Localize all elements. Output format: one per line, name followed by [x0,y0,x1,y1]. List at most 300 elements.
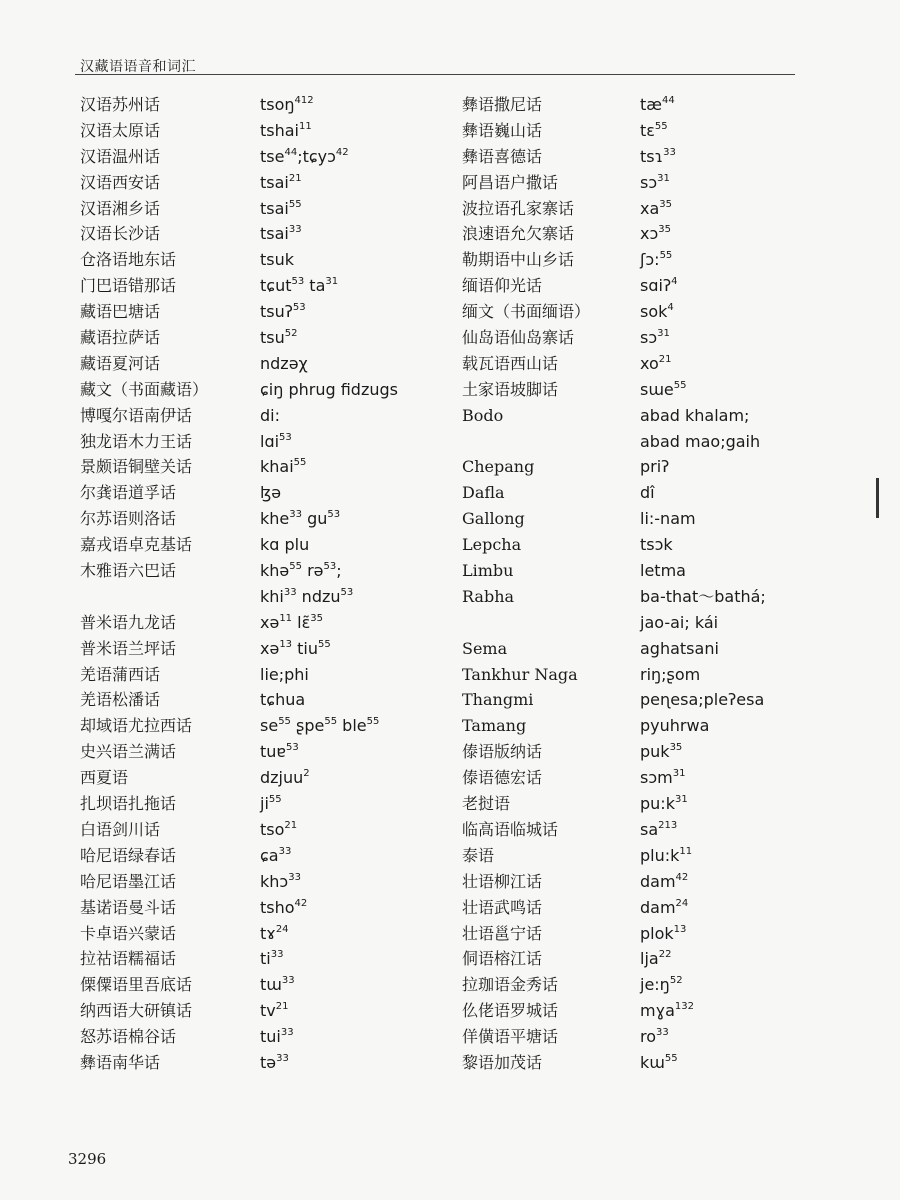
tone-number: 55 [278,716,291,728]
word-form [260,480,281,505]
word-form [260,273,338,298]
word-form [260,1024,294,1049]
tone-number: 44 [661,95,675,106]
form-text: riŋ;ʂom [640,664,701,684]
form-text: ɕa [260,845,279,865]
tone-number: 33 [278,845,292,857]
form-text: khɔ [260,871,289,891]
word-form [260,610,323,635]
form-text: tsu [260,328,285,348]
form-text: khai [260,457,294,477]
language-name: 彝语巍山话 [462,120,543,140]
form-text: kɑ plu [260,535,310,555]
language-name: Bodo [462,405,504,425]
word-form [640,921,686,946]
tone-number: 31 [657,172,670,184]
form-text: je:ŋ [640,975,670,995]
language-name: 傣语德宏话 [462,768,543,788]
form-text: sa [640,819,659,839]
word-form [640,843,692,868]
word-form [260,558,342,583]
tone-number: 52 [669,975,683,987]
form-text: ɮə [260,483,282,503]
word-form [640,118,668,143]
form-text: xə [260,638,280,658]
tone-number: 4 [671,276,678,288]
form-text: tæ [640,95,662,114]
word-form [260,196,302,221]
word-form [640,998,694,1023]
tone-number: 55 [289,561,302,573]
word-form [260,921,289,946]
binding-shadow [876,478,879,518]
tone-number: 33 [283,586,297,598]
tone-number: 31 [657,328,670,340]
tone-number: 13 [279,638,293,650]
form-text: sɔ [640,172,658,192]
tone-number: 42 [675,871,689,883]
form-text: priʔ [640,457,670,477]
form-text: tsai [260,224,289,244]
language-name: Chepang [462,457,535,477]
word-form [260,636,331,661]
word-form [260,998,288,1023]
word-form [640,739,682,764]
language-name: 黎语加茂话 [462,1052,543,1072]
tone-number: 33 [289,509,302,521]
form-text: tɕhua [260,690,306,710]
form-text: gu [301,509,328,529]
tone-number: 21 [288,172,302,184]
language-name: 藏语夏河话 [80,353,161,373]
word-form [640,869,688,894]
tone-number: 33 [663,146,676,158]
word-form [260,325,297,350]
language-name: 缅语仰光话 [462,276,543,296]
form-text: ba-that～bathá; [640,586,766,606]
word-form [260,429,292,454]
language-name: 仫佬语罗城话 [462,1001,559,1021]
tone-number: 31 [674,794,688,806]
word-form [260,843,291,868]
language-name: 白语剑川话 [80,819,161,839]
form-text: ti [260,949,271,969]
tone-number: 33 [656,1027,669,1039]
word-form [260,118,312,143]
form-text: lja [640,949,659,969]
form-text: tɛ [640,120,655,140]
word-form [640,791,688,816]
tone-number: 213 [658,819,678,831]
form-text: ; [336,561,342,581]
language-name: 纳西语大研镇话 [80,1001,193,1021]
form-text: rə [301,561,324,581]
language-name: 普米语兰坪话 [80,638,177,658]
form-text: lɛ̃ [292,612,311,632]
form-text: ro [640,1027,657,1047]
language-name: 彝语南华话 [80,1052,161,1072]
language-name: 载瓦语西山话 [462,353,559,373]
language-name: 缅文（书面缅语） [462,302,591,322]
form-text: tsuk [260,250,295,270]
language-name: 嘉戎语卓克基话 [80,535,193,555]
word-form [260,584,353,609]
word-form [640,299,674,324]
form-text: tɕut [260,276,292,296]
word-form [260,972,295,997]
language-name: 波拉语孔家寨话 [462,198,575,218]
tone-number: 55 [268,794,282,806]
word-form [640,610,718,635]
tone-number: 53 [292,302,306,314]
form-text: pyuhrwa [640,716,710,736]
tone-number: 55 [324,716,338,728]
language-name: 尔龚语道孚话 [80,483,177,503]
language-name: 壮语邕宁话 [462,923,543,943]
tone-number: 53 [286,742,299,754]
language-name: 藏语拉萨话 [80,328,161,348]
language-name: 尔苏语则洛话 [80,509,177,529]
word-form [260,299,306,324]
form-text: letma [640,561,686,581]
word-form [260,662,309,687]
language-name: 普米语九龙话 [80,612,177,632]
tone-number: 52 [284,328,298,340]
form-text: sɯe [640,379,674,399]
tone-number: 21 [275,1001,289,1013]
tone-number: 55 [318,638,331,650]
tone-number: 55 [293,457,307,469]
form-text: sɔ [640,328,658,348]
word-form [640,687,764,712]
form-text: sok [640,302,668,322]
word-form [260,532,309,557]
language-name: 木雅语六巴话 [80,561,177,581]
word-form [640,377,687,402]
language-name: 藏语巴塘话 [80,302,161,322]
form-text: xa [640,198,660,218]
tone-number: 55 [664,1052,678,1064]
word-form [640,506,696,531]
language-name: Rabha [462,586,515,606]
word-form [260,739,299,764]
word-form [260,170,302,195]
word-form [640,972,683,997]
tone-number: 33 [281,975,295,987]
form-text: ʂpe [290,716,325,736]
word-form [260,946,283,971]
word-form [260,791,282,816]
tone-number: 11 [299,120,312,132]
running-header: 汉藏语语音和词汇 [80,59,196,75]
form-text: tsuʔ [260,302,293,322]
word-form [640,895,688,920]
word-form [640,532,673,557]
language-name: 傣语版纳话 [462,742,543,762]
word-form [640,636,719,661]
form-text: tə [260,1052,277,1072]
tone-number: 55 [288,198,302,210]
language-name: Limbu [462,561,514,581]
word-form [260,817,297,842]
form-text: ndzəχ [260,353,308,373]
tone-number: 24 [275,923,289,935]
form-text: abad khalam; [640,405,750,425]
word-form [640,765,685,790]
word-form [260,92,314,117]
form-text: di: [260,405,280,425]
language-name: 卡卓语兴蒙话 [80,923,177,943]
form-text: ;tɕyɔ [297,146,336,166]
form-text: tsho [260,897,295,917]
language-name: Tamang [462,716,527,736]
tone-number: 53 [327,509,341,521]
word-form [260,144,349,169]
tone-number: 53 [340,586,354,598]
language-name: 壮语柳江话 [462,871,543,891]
form-text: xo [640,353,659,373]
language-name: 佯僙语平塘话 [462,1027,559,1047]
language-name: 汉语苏州话 [80,95,161,114]
language-name: 拉祜语糯福话 [80,949,177,969]
form-text: tsoŋ [260,95,295,114]
form-text: ʃɔ: [640,250,660,270]
form-text: se [260,716,279,736]
form-text: tsai [260,198,289,218]
form-text: tsɿ [640,146,664,166]
language-name: 西夏语 [80,768,129,788]
tone-number: 55 [654,120,668,132]
form-text: ɕiŋ phrug fidzugs [260,379,398,399]
form-text: ta [304,276,326,296]
tone-number: 11 [679,845,693,857]
form-text: kɯ [640,1052,665,1072]
language-name: 汉语温州话 [80,146,161,166]
word-form [640,273,677,298]
form-text: li:-nam [640,509,696,529]
tone-number: 55 [659,250,673,262]
tone-number: 24 [675,897,689,909]
word-form [640,480,655,505]
language-name: 彝语喜德话 [462,146,543,166]
language-name: 傈僳语里吾底话 [80,975,193,995]
tone-number: 53 [323,561,337,573]
tone-number: 35 [669,742,683,754]
form-text: tshai [260,120,299,140]
tone-number: 33 [288,224,302,236]
tone-number: 35 [658,224,671,236]
form-text: tɯ [260,975,282,995]
word-form [640,403,749,428]
form-text: jao-ai; kái [640,612,719,632]
language-name: Thangmi [462,690,534,710]
form-text: lɑi [260,431,280,451]
word-form [640,351,672,376]
form-text: khə [260,561,290,581]
word-form [640,1050,678,1075]
language-name: 羌语蒲西话 [80,664,161,684]
word-form [640,817,677,842]
word-form [260,351,308,376]
tone-number: 33 [280,1027,294,1039]
language-name: 仓洛语地东话 [80,250,177,270]
language-name: 汉语太原话 [80,120,161,140]
word-form [260,895,307,920]
word-form [640,170,670,195]
language-name: 门巴语错那话 [80,276,177,296]
form-text: tiu [292,638,318,658]
tone-number: 33 [270,949,284,961]
language-name: 仙岛语仙岛寨话 [462,328,575,348]
tone-number: 22 [658,949,672,961]
tone-number: 42 [294,897,308,909]
tone-number: 44 [284,146,298,158]
language-name: 怒苏语棉谷话 [80,1027,177,1047]
language-name: 土家语坡脚话 [462,379,559,399]
word-form [640,662,700,687]
form-text: tui [260,1027,281,1047]
form-text: tɤ [260,923,276,943]
page-number: 3296 [68,1150,107,1168]
word-form [260,221,302,246]
word-form [640,1024,669,1049]
language-name: Gallong [462,509,525,529]
tone-number: 21 [284,819,298,831]
form-text: tuɐ [260,742,287,762]
form-text: sɔm [640,768,673,788]
language-name: Lepcha [462,535,522,555]
language-name: 基诺语曼斗话 [80,897,177,917]
tone-number: 33 [276,1052,289,1064]
form-text: khe [260,509,290,529]
tone-number: 55 [673,379,687,391]
language-name: Sema [462,638,508,658]
word-form [260,247,294,272]
language-name: 汉语西安话 [80,172,161,192]
word-form [260,687,305,712]
form-text: pu:k [640,794,675,814]
word-form [640,713,709,738]
word-form [640,144,676,169]
form-text: dam [640,871,676,891]
form-text: puk [640,742,670,762]
word-form [260,713,379,738]
word-form [640,584,766,609]
tone-number: 31 [672,768,686,780]
word-form [640,92,675,117]
form-text: tso [260,819,285,839]
language-name: 拉珈语金秀话 [462,975,559,995]
language-name: 独龙语木力王话 [80,431,193,451]
form-text: lie;phi [260,664,309,684]
language-name: 景颇语铜壁关话 [80,457,193,477]
language-name: 博嘎尔语南伊话 [80,405,193,425]
word-form [260,454,306,479]
language-name: 壮语武鸣话 [462,897,543,917]
word-form [260,869,301,894]
word-form [640,946,671,971]
word-form [260,765,310,790]
form-text: plok [640,923,674,943]
word-form [260,377,398,402]
word-form [640,454,669,479]
form-text: tv [260,1001,276,1021]
form-text: plu:k [640,845,680,865]
word-form [640,325,670,350]
tone-number: 412 [294,95,314,106]
word-form [640,247,672,272]
language-name: 老挝语 [462,794,511,814]
language-name: 哈尼语墨江话 [80,871,177,891]
word-form [260,1050,289,1075]
language-name: 扎坝语扎拖话 [80,794,177,814]
tone-number: 53 [279,431,292,443]
language-name: 汉语湘乡话 [80,198,161,218]
form-text: dam [640,897,676,917]
language-name: 汉语长沙话 [80,224,161,244]
tone-number: 132 [674,1001,695,1013]
tone-number: 13 [673,923,687,935]
tone-number: 31 [325,276,339,288]
language-name: 史兴语兰满话 [80,742,177,762]
form-text: peɳesa;pleʔesa [640,690,765,710]
form-text: abad mao;gaih [640,431,761,451]
word-form [640,558,686,583]
language-name: 侗语榕江话 [462,949,543,969]
language-name: Tankhur Naga [462,664,578,684]
form-text: ndzu [296,586,341,606]
language-name: 藏文（书面藏语） [80,379,209,399]
language-name: 勒期语中山乡话 [462,250,575,270]
form-text: aghatsani [640,638,719,658]
tone-number: 35 [310,612,323,624]
language-name: 泰语 [462,845,495,865]
tone-number: 35 [659,198,673,210]
word-form [260,403,280,428]
form-text: xə [260,612,280,632]
word-form [260,506,340,531]
header-rule [75,74,795,75]
tone-number: 42 [335,146,349,158]
form-text: tsai [260,172,289,192]
tone-number: 2 [303,768,310,780]
tone-number: 11 [279,612,293,624]
word-form [640,429,760,454]
form-text: khi [260,586,284,606]
language-name: Dafla [462,483,505,503]
word-form [640,221,671,246]
tone-number: 33 [288,871,301,883]
tone-number: 53 [291,276,305,288]
language-name: 彝语撒尼话 [462,95,543,114]
form-text: mɣa [640,1001,675,1021]
form-text: tsɔk [640,535,673,555]
language-name: 却域语尤拉西话 [80,716,193,736]
form-text: ji [260,794,269,814]
word-form [640,196,672,221]
language-name: 哈尼语绿春话 [80,845,177,865]
language-name: 临高语临城话 [462,819,559,839]
tone-number: 55 [366,716,380,728]
form-text: dî [640,483,655,503]
tone-number: 21 [658,353,672,365]
form-text: sɑiʔ [640,276,672,296]
form-text: xɔ [640,224,659,244]
form-text: ble [337,716,367,736]
form-text: dzjuu [260,768,304,788]
language-name: 羌语松潘话 [80,690,161,710]
language-name: 阿昌语户撒话 [462,172,559,192]
